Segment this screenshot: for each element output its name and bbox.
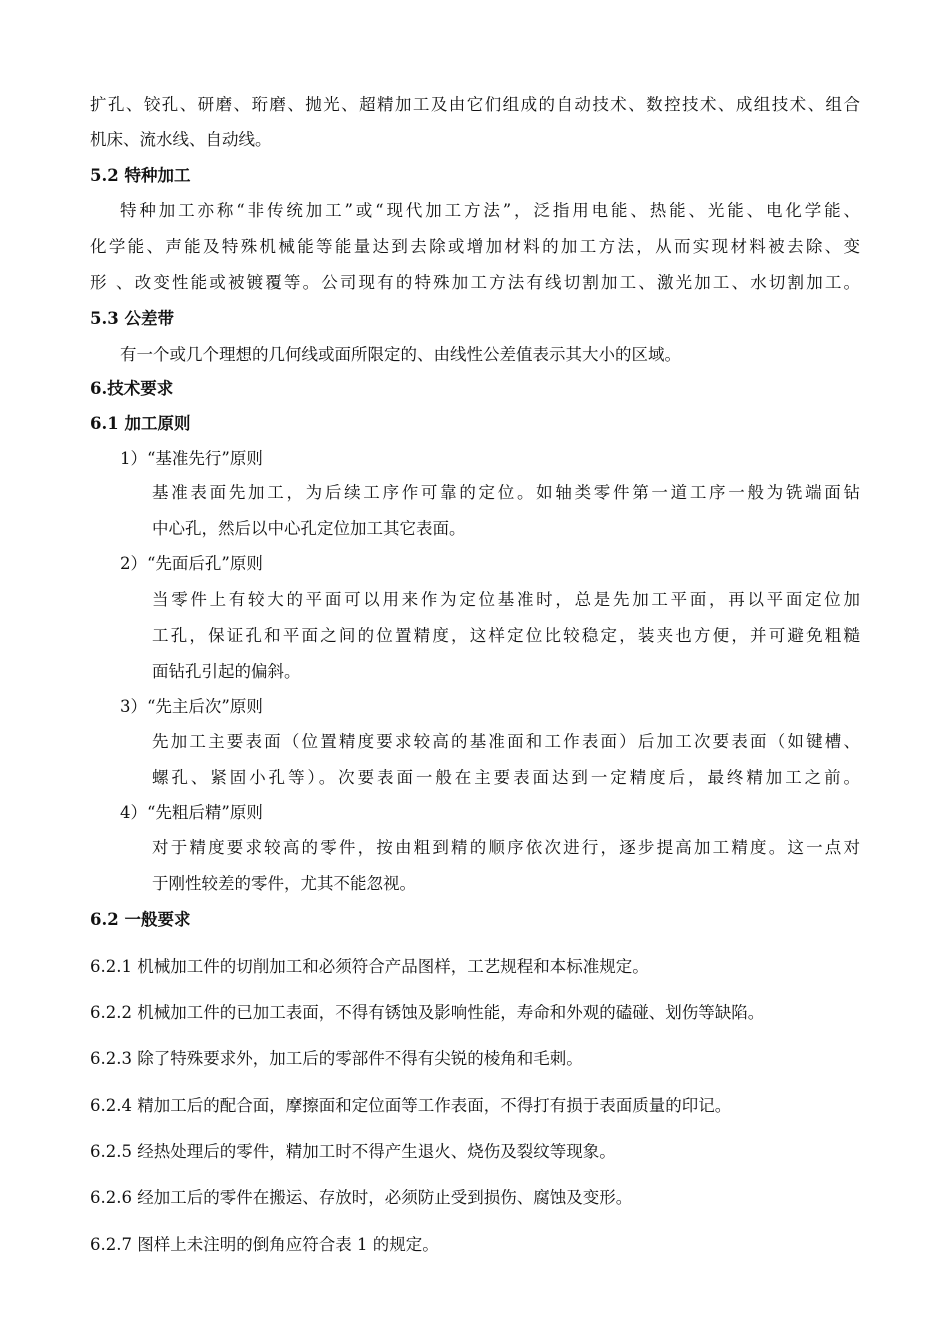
principle-4-title: 4）“先粗后精”原则	[120, 803, 263, 822]
section-6-2-heading: 6.2 一般要求	[90, 910, 191, 929]
section-6-1-heading: 6.1 加工原则	[90, 414, 191, 433]
intro-line-2: 机床、流水线、自动线。	[90, 130, 272, 149]
list-item: 6.2.6 经加工后的零件在搬运、存放时，必须防止受到损伤、腐蚀及变形。	[90, 1188, 633, 1207]
list-item: 6.2.3 除了特殊要求外，加工后的零部件不得有尖锐的棱角和毛刺。	[90, 1049, 583, 1068]
principle-2-line-2: 工孔，保证孔和平面之间的位置精度，这样定位比较稳定，装夹也方便，并可避免粗糙	[152, 626, 860, 645]
intro-line-1: 扩孔、铰孔、研磨、珩磨、抛光、超精加工及由它们组成的自动技术、数控技术、成组技术、组合	[90, 95, 860, 114]
section-5-3-line-1: 有一个或几个理想的几何线或面所限定的、由线性公差值表示其大小的区域。	[120, 345, 681, 364]
principle-2-line-3: 面钻孔引起的偏斜。	[152, 662, 301, 681]
list-item: 6.2.7 图样上未注明的倒角应符合表 1 的规定。	[90, 1235, 439, 1254]
principle-1-line-2: 中心孔，然后以中心孔定位加工其它表面。	[152, 519, 466, 538]
section-5-2-line-2: 化学能、声能及特殊机械能等能量达到去除或增加材料的加工方法，从而实现材料被去除、变	[90, 237, 860, 256]
principle-4-line-1: 对于精度要求较高的零件，按由粗到精的顺序依次进行，逐步提高加工精度。这一点对	[152, 838, 860, 857]
section-5-2-line-3: 形 、改变性能或被镀覆等。公司现有的特殊加工方法有线切割加工、激光加工、水切割加工。	[90, 273, 860, 292]
section-6-heading: 6.技术要求	[90, 379, 174, 398]
section-5-3-heading: 5.3 公差带	[90, 309, 174, 328]
principle-3-line-1: 先加工主要表面（位置精度要求较高的基准面和工作表面）后加工次要表面（如键槽、	[152, 732, 860, 751]
principle-2-line-1: 当零件上有较大的平面可以用来作为定位基准时，总是先加工平面，再以平面定位加	[152, 590, 860, 609]
section-5-2-line-1: 特种加工亦称“非传统加工”或“现代加工方法”，泛指用电能、热能、光能、电化学能、	[120, 201, 860, 220]
list-item: 6.2.1 机械加工件的切削加工和必须符合产品图样，工艺规程和本标准规定。	[90, 957, 649, 976]
section-5-2-heading: 5.2 特种加工	[90, 166, 191, 185]
principle-3-title: 3）“先主后次”原则	[120, 697, 263, 716]
principle-1-title: 1）“基准先行”原则	[120, 449, 263, 468]
principle-4-line-2: 于刚性较差的零件，尤其不能忽视。	[152, 874, 416, 893]
principle-3-line-2: 螺孔、紧固小孔等）。次要表面一般在主要表面达到一定精度后，最终精加工之前。	[152, 768, 860, 787]
list-item: 6.2.5 经热处理后的零件，精加工时不得产生退火、烧伤及裂纹等现象。	[90, 1142, 616, 1161]
principle-2-title: 2）“先面后孔”原则	[120, 554, 263, 573]
list-item: 6.2.2 机械加工件的已加工表面，不得有锈蚀及影响性能，寿命和外观的磕碰、划伤等缺陷。	[90, 1003, 765, 1022]
principle-1-line-1: 基准表面先加工，为后续工序作可靠的定位。如轴类零件第一道工序一般为铣端面钻	[152, 483, 860, 502]
list-item: 6.2.4 精加工后的配合面，摩擦面和定位面等工作表面，不得打有损于表面质量的印记。	[90, 1096, 732, 1115]
